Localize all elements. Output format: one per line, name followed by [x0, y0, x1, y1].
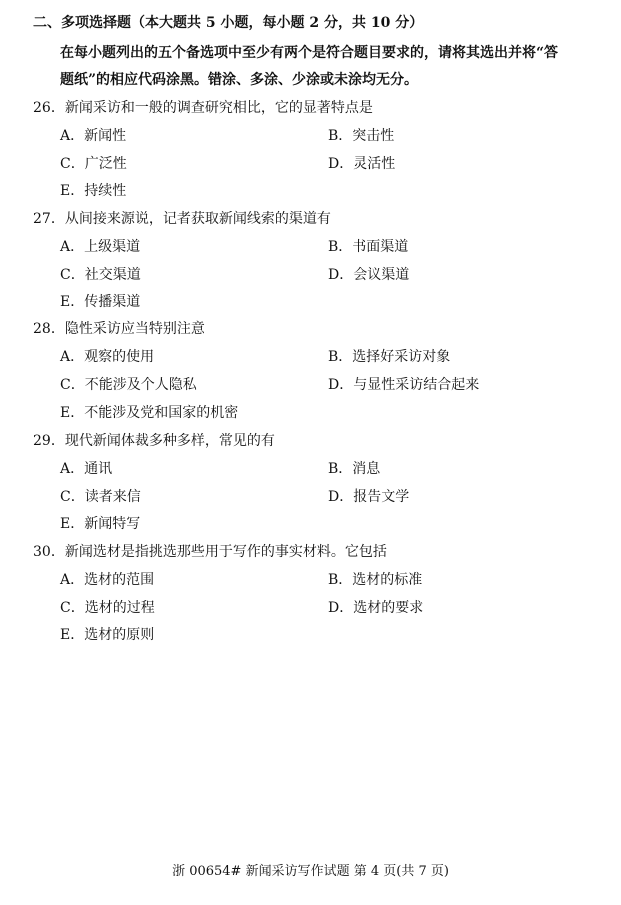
option-e: E．新闻特写: [60, 516, 141, 532]
question-stem: 28．隐性采访应当特别注意: [33, 321, 205, 337]
option-c: C．读者来信: [60, 489, 141, 505]
question-stem: 27．从间接来源说，记者获取新闻线索的渠道有: [33, 211, 331, 227]
option-c: C．选材的过程: [60, 600, 155, 616]
section-instruction-line-1: 在每小题列出的五个备选项中至少有两个是符合题目要求的，请将其选出并将“答: [60, 45, 559, 61]
option-b: B．选材的标准: [328, 572, 423, 588]
option-e: E．选材的原则: [60, 627, 155, 643]
option-e: E．持续性: [60, 183, 127, 199]
option-c: C．社交渠道: [60, 267, 141, 283]
option-d: D．选材的要求: [328, 600, 424, 616]
option-e: E．传播渠道: [60, 294, 141, 310]
option-a: A．观察的使用: [60, 349, 155, 365]
option-a: A．上级渠道: [60, 239, 141, 255]
option-a: A．通讯: [60, 461, 113, 477]
question-stem: 30．新闻选材是指挑选那些用于写作的事实材料。它包括: [33, 544, 387, 560]
option-a: A．新闻性: [60, 128, 127, 144]
option-c: C．不能涉及个人隐私: [60, 377, 197, 393]
option-b: B．消息: [328, 461, 381, 477]
question-stem: 26．新闻采访和一般的调查研究相比，它的显著特点是: [33, 100, 373, 116]
option-b: B．书面渠道: [328, 239, 409, 255]
option-b: B．突击性: [328, 128, 395, 144]
section-title: 二、多项选择题（本大题共 5 小题，每小题 2 分，共 10 分）: [33, 15, 424, 31]
option-c: C．广泛性: [60, 156, 127, 172]
option-b: B．选择好采访对象: [328, 349, 451, 365]
option-d: D．会议渠道: [328, 267, 410, 283]
question-stem: 29．现代新闻体裁多种多样，常见的有: [33, 433, 275, 449]
page-footer: 浙 00654# 新闻采访写作试题 第 4 页(共 7 页): [172, 864, 449, 879]
option-d: D．报告文学: [328, 489, 410, 505]
option-e: E．不能涉及党和国家的机密: [60, 405, 239, 421]
section-instruction-line-2: 题纸”的相应代码涂黑。错涂、多涂、少涂或未涂均无分。: [60, 72, 419, 88]
option-d: D．灵活性: [328, 156, 396, 172]
option-d: D．与显性采访结合起来: [328, 377, 480, 393]
option-a: A．选材的范围: [60, 572, 155, 588]
